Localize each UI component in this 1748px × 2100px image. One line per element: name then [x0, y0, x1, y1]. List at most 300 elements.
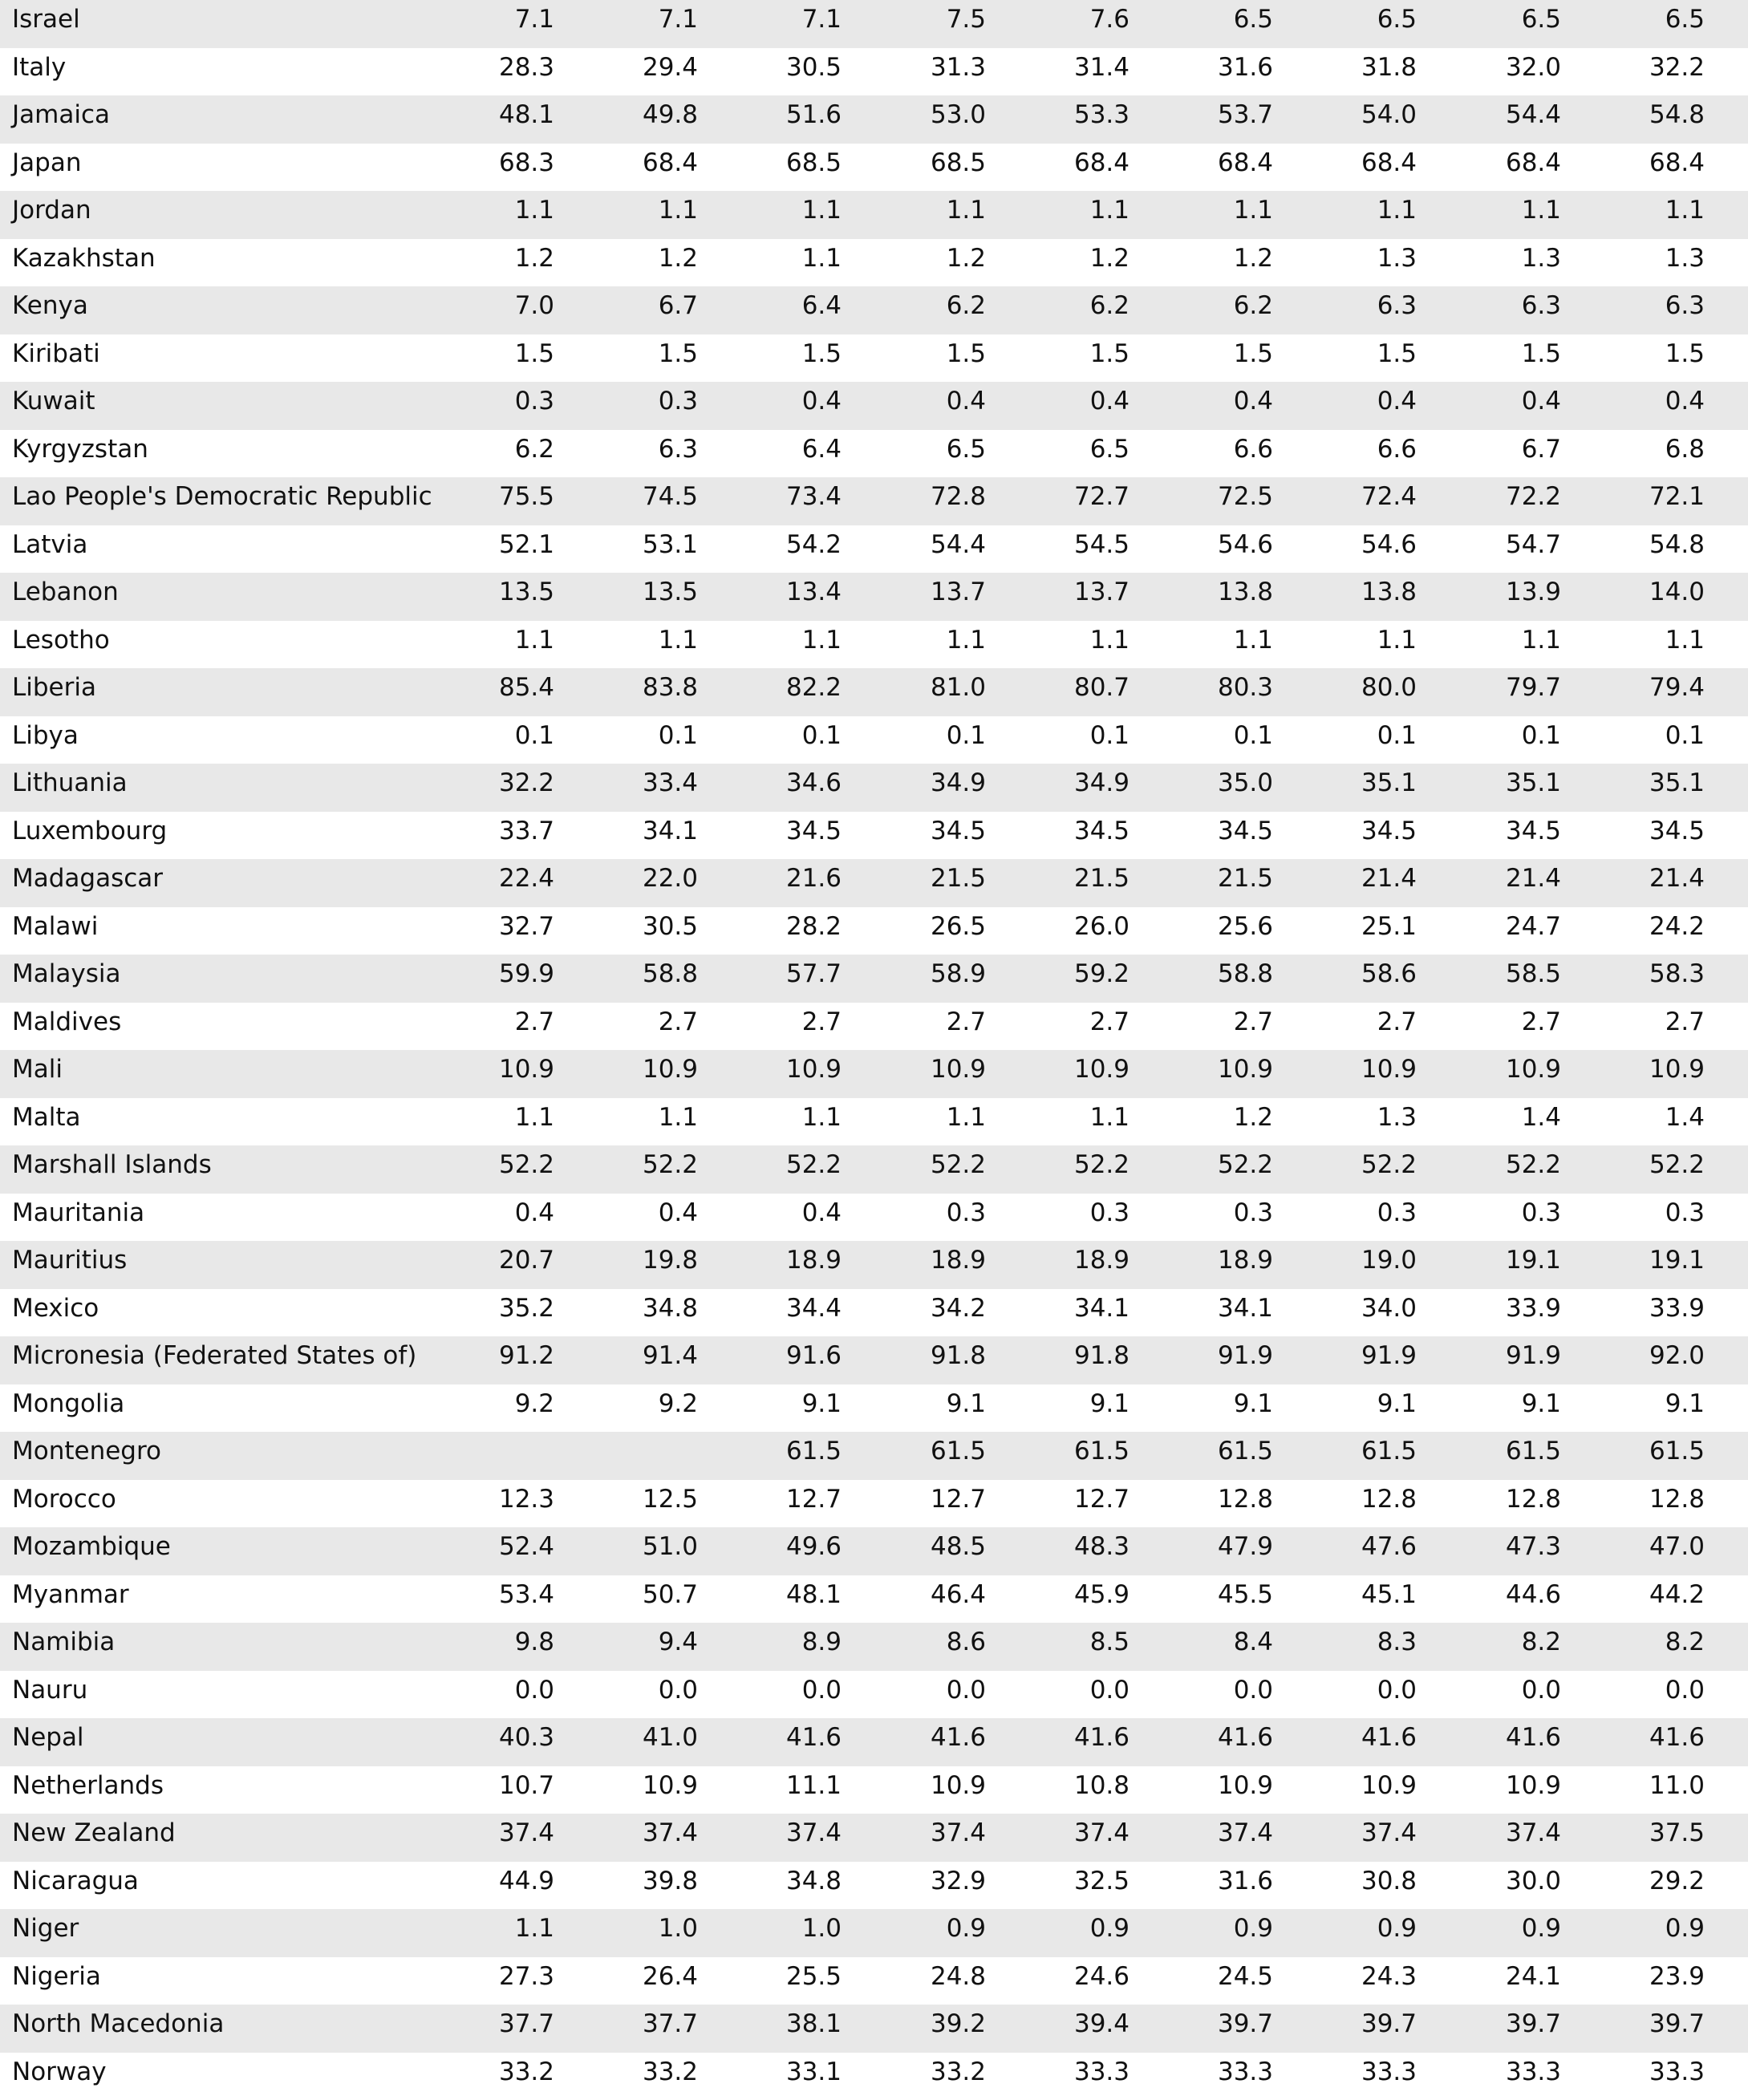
value-cell: 10.9	[578, 1050, 698, 1098]
country-name: Micronesia (Federated States of)	[12, 1336, 416, 1384]
value-cell: 72.7	[1009, 477, 1130, 525]
value-cell: 0.4	[578, 1194, 698, 1242]
value-cell: 34.2	[866, 1289, 986, 1337]
value-cell: 1.1	[434, 1909, 554, 1957]
value-cell: 1.1	[1153, 621, 1273, 669]
value-cell: 39.7	[1584, 2005, 1705, 2053]
country-name: Kenya	[12, 286, 88, 334]
value-cell: 52.2	[1296, 1145, 1417, 1194]
table-row	[0, 1145, 1748, 1194]
value-cell: 10.8	[1009, 1766, 1130, 1814]
value-cell: 10.9	[721, 1050, 842, 1098]
value-cell: 13.5	[578, 573, 698, 621]
value-cell: 13.9	[1441, 573, 1561, 621]
value-cell: 29.2	[1584, 1862, 1705, 1910]
table-row	[0, 1957, 1748, 2005]
country-name: Luxembourg	[12, 812, 167, 860]
value-cell: 28.2	[721, 907, 842, 955]
table-row	[0, 95, 1748, 144]
value-cell: 52.2	[434, 1145, 554, 1194]
value-cell: 49.6	[721, 1527, 842, 1575]
country-name: North Macedonia	[12, 2005, 224, 2053]
value-cell: 51.0	[578, 1527, 698, 1575]
country-name: Malta	[12, 1098, 81, 1146]
value-cell: 32.5	[1009, 1862, 1130, 1910]
country-name: Mongolia	[12, 1384, 124, 1433]
value-cell: 18.9	[721, 1241, 842, 1289]
value-cell: 10.9	[866, 1050, 986, 1098]
value-cell: 0.9	[1153, 1909, 1273, 1957]
table-row	[0, 0, 1748, 48]
value-cell: 33.3	[1009, 2053, 1130, 2100]
value-cell: 12.3	[434, 1480, 554, 1528]
country-name: Netherlands	[12, 1766, 164, 1814]
value-cell: 32.9	[866, 1862, 986, 1910]
value-cell: 33.2	[866, 2053, 986, 2100]
country-name: Italy	[12, 48, 66, 96]
country-name: Lithuania	[12, 764, 128, 812]
value-cell: 34.4	[721, 1289, 842, 1337]
value-cell: 24.2	[1584, 907, 1705, 955]
value-cell: 72.1	[1584, 477, 1705, 525]
value-cell: 6.5	[1009, 430, 1130, 478]
value-cell: 34.5	[1296, 812, 1417, 860]
value-cell: 48.5	[866, 1527, 986, 1575]
country-name: Niger	[12, 1909, 79, 1957]
value-cell: 72.5	[1153, 477, 1273, 525]
value-cell: 30.5	[721, 48, 842, 96]
value-cell: 58.6	[1296, 955, 1417, 1003]
value-cell: 47.0	[1584, 1527, 1705, 1575]
value-cell: 0.4	[1153, 382, 1273, 430]
value-cell: 83.8	[578, 668, 698, 716]
value-cell: 1.1	[866, 1098, 986, 1146]
value-cell	[578, 1432, 698, 1480]
value-cell: 10.9	[1009, 1050, 1130, 1098]
country-name: New Zealand	[12, 1814, 176, 1862]
country-name: Nicaragua	[12, 1862, 139, 1910]
value-cell: 74.5	[578, 477, 698, 525]
value-cell: 80.3	[1153, 668, 1273, 716]
value-cell: 2.7	[434, 1003, 554, 1051]
value-cell: 1.5	[721, 334, 842, 383]
value-cell: 1.5	[866, 334, 986, 383]
value-cell: 68.3	[434, 144, 554, 192]
table-row	[0, 191, 1748, 239]
value-cell: 19.1	[1441, 1241, 1561, 1289]
value-cell: 61.5	[1584, 1432, 1705, 1480]
table-row	[0, 668, 1748, 716]
value-cell: 73.4	[721, 477, 842, 525]
table-row	[0, 144, 1748, 192]
value-cell: 21.4	[1584, 859, 1705, 907]
value-cell: 34.5	[721, 812, 842, 860]
value-cell: 1.2	[1153, 239, 1273, 287]
value-cell: 12.8	[1441, 1480, 1561, 1528]
value-cell: 91.9	[1153, 1336, 1273, 1384]
value-cell: 7.1	[434, 0, 554, 48]
value-cell: 0.1	[1296, 716, 1417, 764]
value-cell: 80.0	[1296, 668, 1417, 716]
value-cell: 24.8	[866, 1957, 986, 2005]
country-name: Namibia	[12, 1623, 115, 1671]
value-cell: 52.2	[1009, 1145, 1130, 1194]
value-cell: 9.1	[1153, 1384, 1273, 1433]
value-cell: 54.4	[866, 525, 986, 574]
value-cell: 32.2	[434, 764, 554, 812]
value-cell: 1.1	[721, 239, 842, 287]
value-cell: 1.1	[1009, 1098, 1130, 1146]
value-cell: 1.3	[1584, 239, 1705, 287]
value-cell: 12.8	[1153, 1480, 1273, 1528]
value-cell: 52.2	[866, 1145, 986, 1194]
table-row	[0, 573, 1748, 621]
value-cell: 11.0	[1584, 1766, 1705, 1814]
value-cell: 9.4	[578, 1623, 698, 1671]
value-cell: 10.9	[866, 1766, 986, 1814]
value-cell: 0.1	[1441, 716, 1561, 764]
value-cell: 33.7	[434, 812, 554, 860]
value-cell: 48.1	[721, 1575, 842, 1624]
value-cell: 33.9	[1441, 1289, 1561, 1337]
value-cell: 1.1	[1584, 621, 1705, 669]
value-cell: 10.9	[578, 1766, 698, 1814]
value-cell: 9.8	[434, 1623, 554, 1671]
value-cell: 13.4	[721, 573, 842, 621]
value-cell: 35.0	[1153, 764, 1273, 812]
country-name: Lesotho	[12, 621, 110, 669]
value-cell: 1.1	[578, 621, 698, 669]
value-cell: 68.5	[866, 144, 986, 192]
table-row	[0, 1862, 1748, 1910]
table-row	[0, 621, 1748, 669]
value-cell: 31.6	[1153, 48, 1273, 96]
value-cell: 52.2	[1153, 1145, 1273, 1194]
value-cell: 1.1	[1153, 191, 1273, 239]
value-cell: 0.0	[1009, 1671, 1130, 1719]
country-name: Kazakhstan	[12, 239, 156, 287]
value-cell: 6.7	[1441, 430, 1561, 478]
country-name: Kiribati	[12, 334, 100, 383]
value-cell: 6.5	[1153, 0, 1273, 48]
value-cell: 33.3	[1584, 2053, 1705, 2100]
value-cell: 41.0	[578, 1718, 698, 1766]
value-cell: 91.8	[866, 1336, 986, 1384]
value-cell: 13.7	[1009, 573, 1130, 621]
value-cell: 39.7	[1153, 2005, 1273, 2053]
value-cell: 35.2	[434, 1289, 554, 1337]
value-cell: 34.0	[1296, 1289, 1417, 1337]
value-cell: 18.9	[866, 1241, 986, 1289]
value-cell: 1.2	[1009, 239, 1130, 287]
value-cell: 37.7	[434, 2005, 554, 2053]
value-cell: 0.1	[866, 716, 986, 764]
value-cell: 54.2	[721, 525, 842, 574]
value-cell: 39.7	[1296, 2005, 1417, 2053]
value-cell: 7.1	[578, 0, 698, 48]
value-cell: 0.3	[1153, 1194, 1273, 1242]
value-cell: 34.6	[721, 764, 842, 812]
value-cell: 52.2	[578, 1145, 698, 1194]
value-cell: 1.2	[578, 239, 698, 287]
value-cell: 1.5	[1584, 334, 1705, 383]
value-cell: 0.0	[1296, 1671, 1417, 1719]
value-cell: 0.3	[1441, 1194, 1561, 1242]
value-cell: 58.5	[1441, 955, 1561, 1003]
value-cell: 39.7	[1441, 2005, 1561, 2053]
table-row	[0, 1671, 1748, 1719]
table-row	[0, 859, 1748, 907]
value-cell: 30.8	[1296, 1862, 1417, 1910]
value-cell: 72.4	[1296, 477, 1417, 525]
value-cell: 0.4	[1441, 382, 1561, 430]
table-row	[0, 1718, 1748, 1766]
table-row	[0, 1432, 1748, 1480]
value-cell: 58.9	[866, 955, 986, 1003]
value-cell: 47.9	[1153, 1527, 1273, 1575]
value-cell: 0.1	[1153, 716, 1273, 764]
table-row	[0, 286, 1748, 334]
country-name: Mauritania	[12, 1194, 144, 1242]
value-cell: 7.6	[1009, 0, 1130, 48]
value-cell: 2.7	[1584, 1003, 1705, 1051]
value-cell: 1.2	[866, 239, 986, 287]
value-cell: 82.2	[721, 668, 842, 716]
value-cell: 6.3	[1441, 286, 1561, 334]
value-cell: 0.0	[434, 1671, 554, 1719]
value-cell: 33.1	[721, 2053, 842, 2100]
value-cell: 1.5	[434, 334, 554, 383]
value-cell: 31.8	[1296, 48, 1417, 96]
country-name: Mozambique	[12, 1527, 171, 1575]
value-cell: 6.8	[1584, 430, 1705, 478]
table-row	[0, 1527, 1748, 1575]
value-cell: 35.1	[1584, 764, 1705, 812]
value-cell: 51.6	[721, 95, 842, 144]
value-cell: 33.2	[578, 2053, 698, 2100]
value-cell: 1.1	[1296, 191, 1417, 239]
value-cell: 0.3	[1296, 1194, 1417, 1242]
value-cell: 2.7	[1296, 1003, 1417, 1051]
country-name: Liberia	[12, 668, 96, 716]
value-cell: 20.7	[434, 1241, 554, 1289]
value-cell: 26.5	[866, 907, 986, 955]
value-cell: 75.5	[434, 477, 554, 525]
value-cell: 10.9	[1584, 1050, 1705, 1098]
value-cell: 6.7	[578, 286, 698, 334]
value-cell: 1.3	[1296, 239, 1417, 287]
value-cell: 0.4	[1296, 382, 1417, 430]
value-cell: 33.3	[1153, 2053, 1273, 2100]
value-cell: 58.3	[1584, 955, 1705, 1003]
value-cell: 68.4	[578, 144, 698, 192]
value-cell: 79.7	[1441, 668, 1561, 716]
value-cell: 9.2	[578, 1384, 698, 1433]
country-name: Mali	[12, 1050, 63, 1098]
value-cell: 0.9	[1441, 1909, 1561, 1957]
value-cell: 52.1	[434, 525, 554, 574]
value-cell: 72.8	[866, 477, 986, 525]
value-cell: 38.1	[721, 2005, 842, 2053]
value-cell: 0.0	[721, 1671, 842, 1719]
value-cell: 6.4	[721, 430, 842, 478]
value-cell: 9.2	[434, 1384, 554, 1433]
value-cell: 21.5	[1009, 859, 1130, 907]
value-cell: 61.5	[721, 1432, 842, 1480]
value-cell: 91.9	[1296, 1336, 1417, 1384]
value-cell: 26.4	[578, 1957, 698, 2005]
value-cell: 52.2	[1584, 1145, 1705, 1194]
value-cell: 59.2	[1009, 955, 1130, 1003]
value-cell: 2.7	[721, 1003, 842, 1051]
table-row	[0, 1241, 1748, 1289]
value-cell: 18.9	[1009, 1241, 1130, 1289]
value-cell: 18.9	[1153, 1241, 1273, 1289]
value-cell: 39.8	[578, 1862, 698, 1910]
value-cell: 1.1	[866, 191, 986, 239]
table-row	[0, 1623, 1748, 1671]
value-cell: 0.9	[1296, 1909, 1417, 1957]
country-name: Malawi	[12, 907, 98, 955]
table-row	[0, 1098, 1748, 1146]
value-cell: 45.1	[1296, 1575, 1417, 1624]
value-cell: 0.4	[721, 1194, 842, 1242]
value-cell: 37.4	[721, 1814, 842, 1862]
value-cell: 61.5	[1296, 1432, 1417, 1480]
value-cell: 10.9	[434, 1050, 554, 1098]
value-cell: 91.4	[578, 1336, 698, 1384]
value-cell: 92.0	[1584, 1336, 1705, 1384]
value-cell: 28.3	[434, 48, 554, 96]
value-cell: 54.6	[1153, 525, 1273, 574]
country-name: Nigeria	[12, 1957, 101, 2005]
value-cell: 0.1	[1584, 716, 1705, 764]
country-name: Mauritius	[12, 1241, 127, 1289]
value-cell: 54.0	[1296, 95, 1417, 144]
value-cell: 10.9	[1296, 1050, 1417, 1098]
country-name: Maldives	[12, 1003, 121, 1051]
value-cell: 10.7	[434, 1766, 554, 1814]
value-cell: 49.8	[578, 95, 698, 144]
value-cell: 0.9	[1584, 1909, 1705, 1957]
value-cell: 19.0	[1296, 1241, 1417, 1289]
value-cell: 1.0	[721, 1909, 842, 1957]
value-cell: 1.3	[1296, 1098, 1417, 1146]
country-name: Latvia	[12, 525, 87, 574]
value-cell: 21.5	[1153, 859, 1273, 907]
value-cell: 2.7	[578, 1003, 698, 1051]
value-cell: 0.3	[1009, 1194, 1130, 1242]
value-cell: 1.1	[721, 621, 842, 669]
value-cell: 2.7	[866, 1003, 986, 1051]
value-cell: 33.3	[1296, 2053, 1417, 2100]
country-name: Nauru	[12, 1671, 87, 1719]
value-cell: 31.4	[1009, 48, 1130, 96]
value-cell: 54.8	[1584, 95, 1705, 144]
value-cell: 32.7	[434, 907, 554, 955]
value-cell: 25.6	[1153, 907, 1273, 955]
value-cell: 1.5	[1153, 334, 1273, 383]
value-cell: 45.9	[1009, 1575, 1130, 1624]
value-cell: 2.7	[1441, 1003, 1561, 1051]
value-cell: 1.1	[1441, 621, 1561, 669]
value-cell: 10.9	[1441, 1766, 1561, 1814]
value-cell: 13.7	[866, 573, 986, 621]
value-cell: 6.6	[1153, 430, 1273, 478]
value-cell: 24.1	[1441, 1957, 1561, 2005]
value-cell: 54.5	[1009, 525, 1130, 574]
country-name: Norway	[12, 2053, 107, 2100]
value-cell: 0.0	[578, 1671, 698, 1719]
value-cell: 22.0	[578, 859, 698, 907]
value-cell: 1.1	[434, 621, 554, 669]
value-cell: 53.0	[866, 95, 986, 144]
value-cell: 35.1	[1441, 764, 1561, 812]
value-cell: 1.5	[1441, 334, 1561, 383]
value-cell: 68.4	[1153, 144, 1273, 192]
value-cell: 41.6	[1441, 1718, 1561, 1766]
country-name: Libya	[12, 716, 79, 764]
value-cell: 53.3	[1009, 95, 1130, 144]
value-cell: 34.9	[866, 764, 986, 812]
value-cell: 33.4	[578, 764, 698, 812]
value-cell: 91.6	[721, 1336, 842, 1384]
value-cell: 53.1	[578, 525, 698, 574]
table-row	[0, 1050, 1748, 1098]
country-name: Morocco	[12, 1480, 116, 1528]
value-cell: 41.6	[866, 1718, 986, 1766]
table-row	[0, 525, 1748, 574]
value-cell: 54.8	[1584, 525, 1705, 574]
value-cell: 0.4	[866, 382, 986, 430]
value-cell: 9.1	[1441, 1384, 1561, 1433]
value-cell: 37.4	[1296, 1814, 1417, 1862]
value-cell: 9.1	[1009, 1384, 1130, 1433]
value-cell: 61.5	[1153, 1432, 1273, 1480]
value-cell: 8.4	[1153, 1623, 1273, 1671]
value-cell: 6.6	[1296, 430, 1417, 478]
value-cell: 1.3	[1441, 239, 1561, 287]
value-cell: 0.0	[1153, 1671, 1273, 1719]
value-cell: 9.1	[1584, 1384, 1705, 1433]
table-row	[0, 1003, 1748, 1051]
value-cell: 47.3	[1441, 1527, 1561, 1575]
value-cell: 37.4	[1441, 1814, 1561, 1862]
value-cell: 58.8	[578, 955, 698, 1003]
value-cell: 11.1	[721, 1766, 842, 1814]
value-cell: 6.2	[866, 286, 986, 334]
value-cell: 26.0	[1009, 907, 1130, 955]
table-row	[0, 1194, 1748, 1242]
table-row	[0, 1289, 1748, 1337]
table-row	[0, 1575, 1748, 1624]
value-cell: 37.7	[578, 2005, 698, 2053]
value-cell: 0.3	[866, 1194, 986, 1242]
value-cell: 50.7	[578, 1575, 698, 1624]
value-cell: 53.7	[1153, 95, 1273, 144]
country-name: Montenegro	[12, 1432, 161, 1480]
value-cell: 37.4	[866, 1814, 986, 1862]
value-cell: 44.2	[1584, 1575, 1705, 1624]
value-cell: 1.1	[1296, 621, 1417, 669]
value-cell: 8.2	[1441, 1623, 1561, 1671]
value-cell: 10.9	[1153, 1050, 1273, 1098]
table-row	[0, 1909, 1748, 1957]
value-cell: 41.6	[721, 1718, 842, 1766]
country-name: Nepal	[12, 1718, 84, 1766]
value-cell: 12.8	[1584, 1480, 1705, 1528]
value-cell: 6.4	[721, 286, 842, 334]
